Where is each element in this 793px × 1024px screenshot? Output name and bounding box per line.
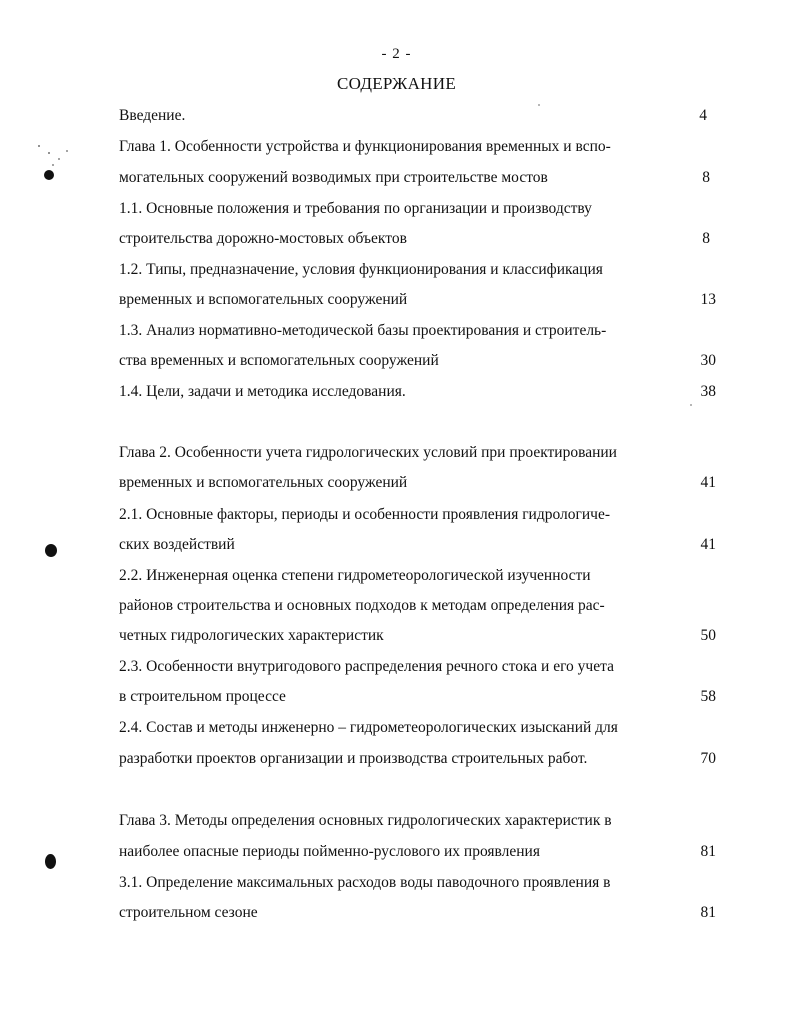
toc-entry-line: 1.4. Цели, задачи и методика исследования. [119,383,406,400]
toc-page-number: 8 [702,169,710,186]
toc-entry-line: районов строительства и основных подходов к методам определения рас- [119,597,605,614]
scan-speck [44,170,54,180]
toc-entry-line: ских воздействий [119,536,235,553]
toc-entry-line: строительном сезоне [119,904,258,921]
scan-speck [690,404,692,406]
toc-entry-line: 2.4. Состав и методы инженерно – гидрометеорологических изысканий для [119,719,618,736]
toc-entry-line: Глава 3. Методы определения основных гидрологических характеристик в [119,812,612,829]
toc-page-number: 13 [700,291,716,308]
toc-entry-line: 2.2. Инженерная оценка степени гидрометеорологической изученности [119,567,591,584]
scan-speck [52,164,54,166]
toc-entry-line: Введение. [119,107,186,124]
toc-entry-line: временных и вспомогательных сооружений [119,291,408,308]
toc-entry-line: 1.1. Основные положения и требования по организации и производству [119,200,592,217]
toc-entry-line: разработки проектов организации и производства строительных работ. [119,750,588,767]
toc-entry-line: в строительном процессе [119,688,286,705]
toc-entry-line: Глава 2. Особенности учета гидрологических условий при проектировании [119,444,617,461]
toc-page-number: 50 [700,627,716,644]
toc-page-number: 38 [700,383,716,400]
toc-entry-line: могательных сооружений возводимых при строительстве мостов [119,169,548,186]
toc-page-number: 41 [700,474,716,491]
toc-entry-line: 1.3. Анализ нормативно-методической базы проектирования и строитель- [119,322,607,339]
toc-entry-line: Глава 1. Особенности устройства и функционирования временных и вспо- [119,138,611,155]
toc-entry-line: 2.1. Основные факторы, периоды и особенности проявления гидрологиче- [119,506,611,523]
toc-page-number: 4 [699,107,707,124]
toc-page-number: 81 [700,904,716,921]
toc-page-number: 81 [700,843,716,860]
scan-speck [58,158,60,160]
scan-speck [538,104,540,106]
scan-speck [48,152,50,154]
toc-page-number: 70 [700,750,716,767]
scan-speck [45,544,57,557]
scan-speck [38,145,40,147]
toc-entry-line: ства временных и вспомогательных сооружений [119,352,439,369]
toc-page-number: 8 [702,230,710,247]
toc-entry-line: наиболее опасные периоды пойменно-руслового их проявления [119,843,540,860]
toc-title: СОДЕРЖАНИЕ [336,74,457,93]
toc-page-number: 58 [700,688,716,705]
toc-page-number: 30 [700,352,716,369]
toc-entry-line: четных гидрологических характеристик [119,627,384,644]
scan-speck [45,854,56,869]
toc-entry-line: 1.2. Типы, предназначение, условия функционирования и классификация [119,261,603,278]
toc-entry-line: временных и вспомогательных сооружений [119,474,408,491]
toc-entry-line: строительства дорожно-мостовых объектов [119,230,407,247]
page-number: - 2 - [381,46,412,62]
toc-entry-line: 2.3. Особенности внутригодового распределения речного стока и его учета [119,658,614,675]
toc-entry-line: 3.1. Определение максимальных расходов воды паводочного проявления в [119,874,611,891]
toc-page-number: 41 [700,536,716,553]
scan-speck [66,150,68,152]
